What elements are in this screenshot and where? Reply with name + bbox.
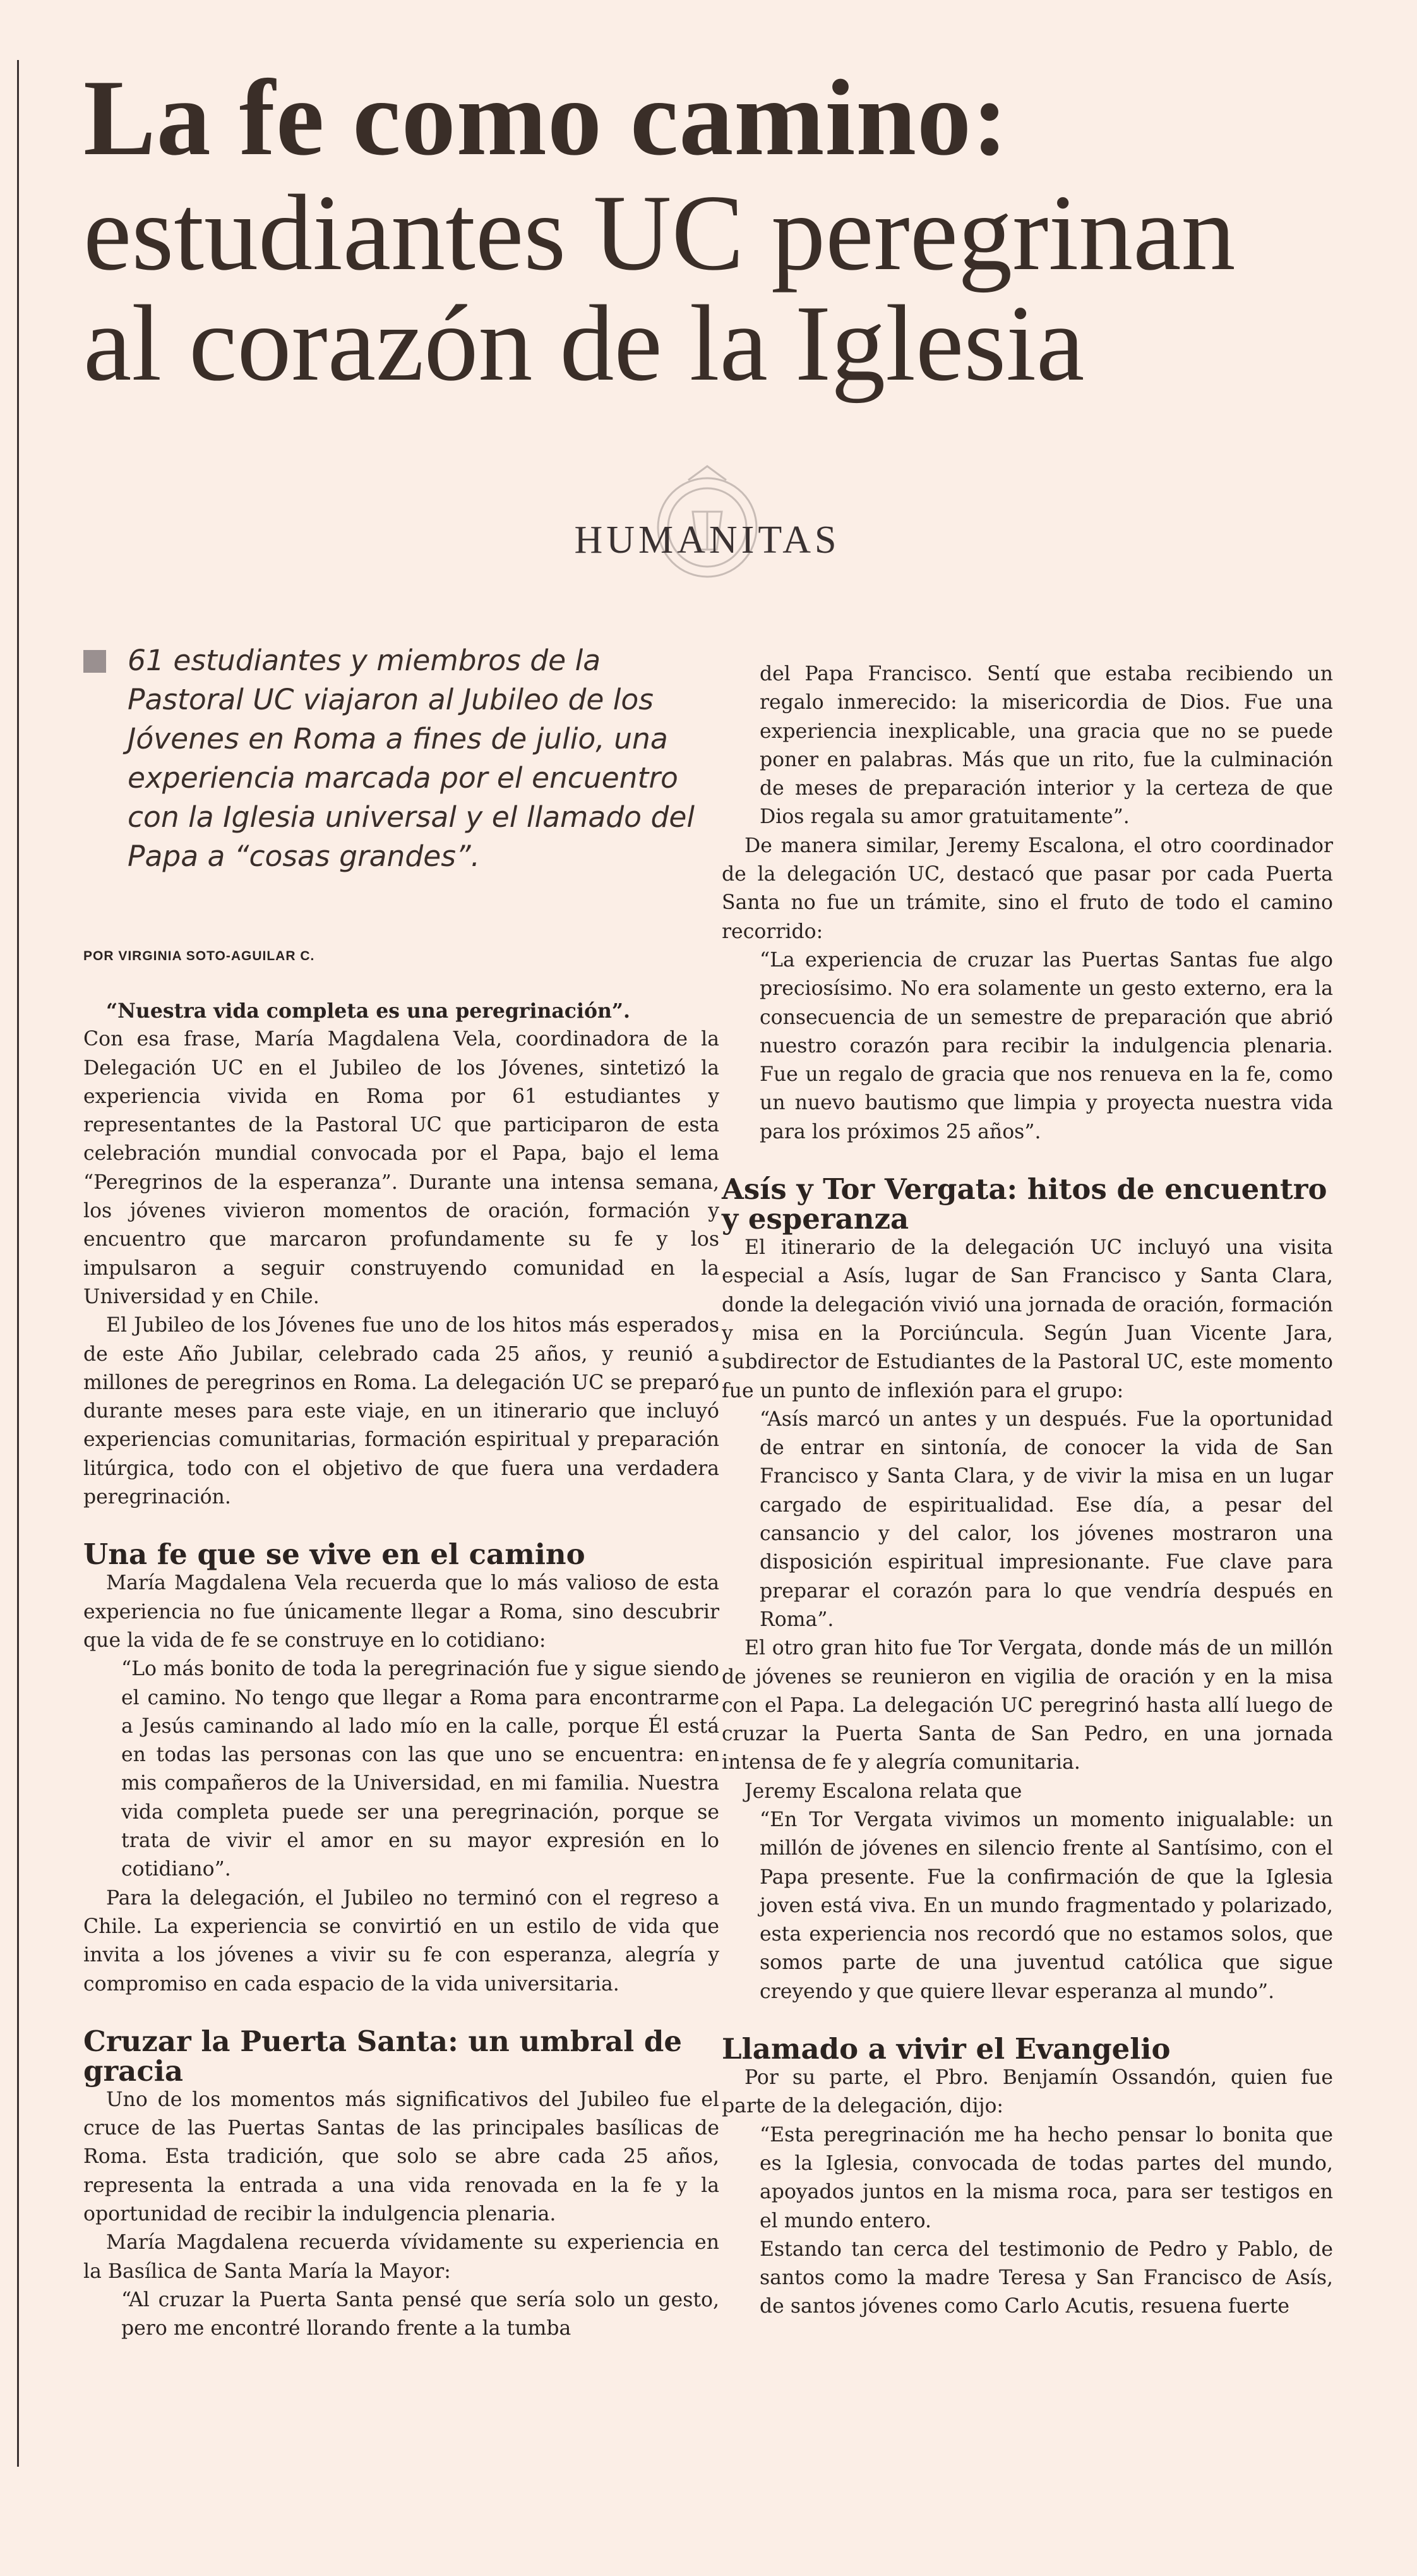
- headline-line-2: estudiantes UC peregrinan: [83, 173, 1236, 293]
- paragraph: Para la delegación, el Jubileo no terminó con el regreso a Chile. La experiencia se convirtió en un estilo de vida que invita a los jóvenes a vivir su fe con esperanza, alegría y compromiso en cada espacio de la vida universitaria.: [83, 1886, 719, 1995]
- opening-quote: “Nuestra vida completa es una peregrinación”.: [106, 999, 630, 1023]
- subheading: Llamado a vivir el Evangelio: [722, 2032, 1171, 2066]
- paragraph: El Jubileo de los Jóvenes fue uno de los hitos más esperados de este Año Jubilar, celebrado cada 25 años, y reunió a millones de peregrinos en Roma. La delegación UC se preparó durante meses para este viaje, en un itinerario que incluyó experiencias comunitarias, formación espiritual y preparación litúrgica, todo con el objetivo de que fuera una verdadera peregrinación.: [83, 1314, 719, 1509]
- block-quote: “Asís marcó un antes y un después. Fue la oportunidad de entrar en sintonía, de conocer la vida de San Francisco y Santa Clara, y de vivir la misa en un lugar cargado de espiritualidad. Ese día, a pesar del cansancio y del calor, los jóvenes mostraron una disposición espiritual impresionante. Fue clave para preparar el corazón para lo que vendría después en Roma”.: [760, 1407, 1333, 1631]
- lead-text: 61 estudiantes y miembros de la Pastoral UC viajaron al Jubileo de los Jóvenes en Roma a fines de julio, una experiencia marcada por el encuentro con la Iglesia universal y el llamado del Papa a “cosas grandes”.: [128, 644, 695, 873]
- paragraph: María Magdalena recuerda vívidamente su experiencia en la Basílica de Santa María la Mayor:: [83, 2231, 719, 2283]
- paragraph: Por su parte, el Pbro. Benjamín Ossandón, quien fue parte de la delegación, dijo:: [722, 2066, 1333, 2118]
- subheading: Una fe que se vive en el camino: [83, 1538, 585, 1572]
- paragraph: El otro gran hito fue Tor Vergata, donde más de un millón de jóvenes se reunieron en vigilia de oración y en la misa con el Papa. La delegación UC peregrinó hasta allí luego de cruzar la Puerta Santa de San Pedro, en una jornada intensa de fe y alegría comunitaria.: [722, 1637, 1333, 1774]
- body-column-1: [83, 997, 719, 2343]
- block-quote: “En Tor Vergata vivimos un momento inigualable: un millón de jóvenes en silencio frente al Santísimo, con el Papa presente. Fue la confirmación de que la Iglesia joven está viva. En un mundo fragmentado y polarizado, esta experiencia nos recordó que no estamos solos, que somos parte de una juventud católica que sigue creyendo y que quiere llevar esperanza al mundo”.: [760, 1808, 1333, 2003]
- section-logo: [549, 455, 865, 600]
- block-quote: “Lo más bonito de toda la peregrinación fue y sigue siendo el camino. No tengo que llegar a Roma para encontrarme a Jesús caminando al lado mío en la calle, porque Él está en todas las personas con las que uno se encuentra: en mis compañeros de la Universidad, en mi familia. Nuestra vida completa puede ser una peregrinación, porque se trata de vivir el amor en su mayor expresión en lo cotidiano”.: [121, 1658, 719, 1881]
- paragraph: Jeremy Escalona relata que: [744, 1779, 1022, 1803]
- paragraph: De manera similar, Jeremy Escalona, el otro coordinador de la delegación UC, destacó que pasar por cada Puerta Santa no fue un trámite, sino el fruto de todo el camino recorrido:: [722, 834, 1333, 943]
- paragraph: El itinerario de la delegación UC incluyó una visita especial a Asís, lugar de San Francisco y Santa Clara, donde la delegación vivió una jornada de oración, formación y misa en la Porciúncula. Según Juan Vicente Jara, subdirector de Estudiantes de la Pastoral UC, este momento fue un punto de inflexión para el grupo:: [722, 1236, 1333, 1402]
- block-quote: “Al cruzar la Puerta Santa pensé que sería solo un gesto, pero me encontré llorando frente a la tumba: [121, 2288, 719, 2340]
- body-column-2: [722, 660, 1333, 2321]
- subheading: Asís y Tor Vergata: hitos de encuentro y esperanza: [722, 1172, 1327, 1236]
- left-column-rule: [17, 60, 19, 2467]
- block-quote: “La experiencia de cruzar las Puertas Santas fue algo preciosísimo. No era solamente un gesto externo, era la consecuencia de un semestre de preparación que abrió nuestro corazón para recibir la indulgencia plenaria. Fue un regalo de gracia que nos renueva en la fe, como un nuevo bautismo que limpia y proyecta nuestra vida para los próximos 25 años”.: [760, 948, 1333, 1143]
- block-quote-continued: del Papa Francisco. Sentí que estaba recibiendo un regalo inmerecido: la misericordia de Dios. Fue una experiencia inexplicable, una gracia que no se puede poner en palabras. Más que un rito, fue la culminación de meses de preparación interior y la certeza de que Dios regala su amor gratuitamente”.: [760, 663, 1333, 829]
- square-bullet-icon: [83, 650, 106, 673]
- byline: POR VIRGINIA SOTO-AGUILAR C.: [83, 949, 315, 963]
- headline-line-3: al corazón de la Iglesia: [83, 284, 1085, 404]
- headline-line-1: La fe como camino:: [83, 58, 1009, 178]
- lead-paragraph: [83, 641, 715, 876]
- section-label: HUMANITAS: [574, 519, 840, 562]
- paragraph: Uno de los momentos más significativos del Jubileo fue el cruce de las Puertas Santas de las principales basílicas de Roma. Esta tradición, que solo se abre cada 25 años, representa la entrada a una vida renovada en la fe y la oportunidad de recibir la indulgencia plenaria.: [83, 2088, 719, 2225]
- block-quote: Estando tan cerca del testimonio de Pedro y Pablo, de santos como la madre Teresa y San Francisco de Asís, de santos jóvenes como Carlo Acutis, resuena fuerte: [760, 2237, 1333, 2318]
- block-quote: “Esta peregrinación me ha hecho pensar lo bonita que es la Iglesia, convocada de todas partes del mundo, apoyados juntos en la misma roca, para ser testigos en el mundo entero.: [760, 2123, 1333, 2232]
- paragraph: Con esa frase, María Magdalena Vela, coordinadora de la Delegación UC en el Jubileo de los Jóvenes, sintetizó la experiencia vivida en Roma por 61 estudiantes y representantes de la Pastoral UC que participaron de esta celebración mundial convocada por el Papa, bajo el lema “Peregrinos de la esperanza”. Durante una intensa semana, los jóvenes vivieron momentos de oración, formación y encuentro que marcaron profundamente su fe y los impulsaron a seguir construyendo comunidad en la Universidad y en Chile.: [83, 1028, 719, 1308]
- article-headline: [83, 58, 1372, 404]
- subheading: Cruzar la Puerta Santa: un umbral de gracia: [83, 2024, 682, 2088]
- paragraph: María Magdalena Vela recuerda que lo más valioso de esta experiencia no fue únicamente llegar a Roma, sino descubrir que la vida de fe se construye en lo cotidiano:: [83, 1572, 719, 1652]
